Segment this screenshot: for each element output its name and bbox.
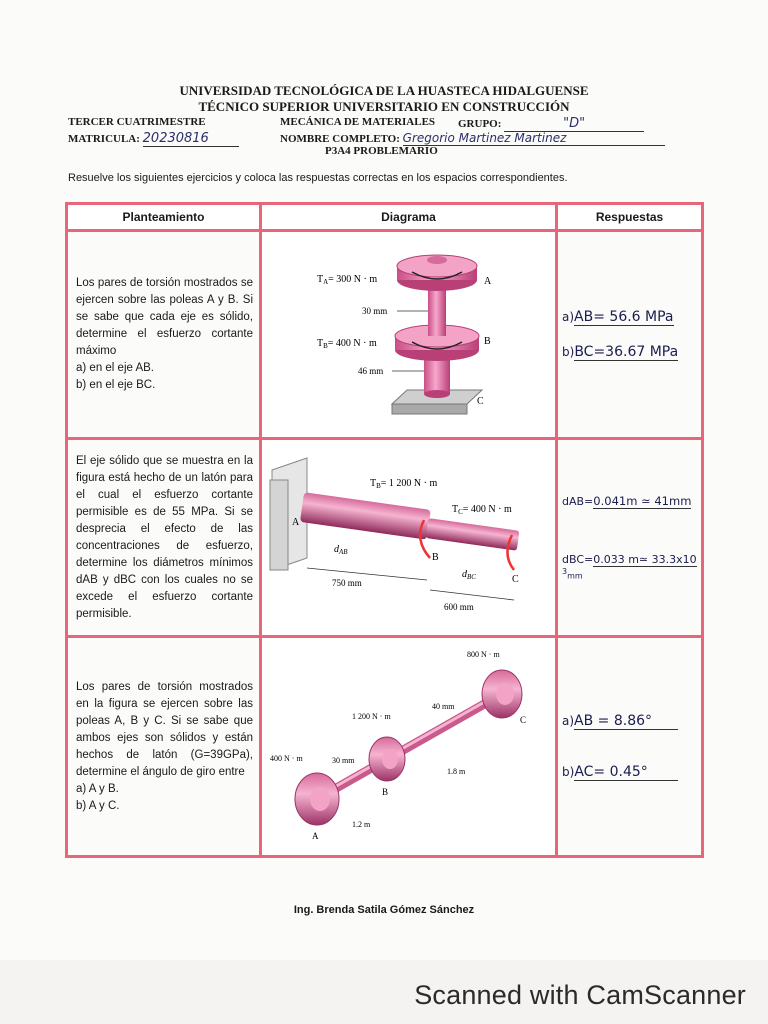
torque-800: 800 N · m	[467, 650, 500, 659]
stepped-shaft-diagram	[262, 440, 552, 630]
dim-750mm: 750 mm	[332, 578, 362, 588]
answer-3b-value: AC= 0.45°	[574, 764, 678, 781]
torque-400: 400 N · m	[270, 754, 303, 763]
shaft-bc-end	[424, 390, 450, 398]
problem-3-text: Los pares de torsión mostrados en la figura se ejercen sobre las poleas A, B y C. Si se sabe que ambos ejes son sólidos y están hechos de latón (G=39GPa), determine el ángulo de giro entre	[76, 680, 253, 778]
shaft-bc	[426, 518, 520, 551]
label-b: B	[382, 787, 389, 797]
teacher-name: Ing. Brenda Satila Gómez Sánchez	[293, 904, 475, 916]
dab-label: $d_{AB}$	[334, 544, 348, 556]
name-value: Gregorio Martinez Martinez	[403, 131, 665, 146]
pulley-a-hub	[310, 787, 330, 811]
problem-1-text: Los pares de torsión mostrados se ejercen sobre las poleas A y B. Si se sabe que cada eje es sólido, determine el esfuerzo cortante máximo	[76, 277, 253, 357]
shaft-a-top	[427, 256, 447, 264]
dim-40mm: 40 mm	[432, 702, 455, 711]
pulley-c-hub	[496, 683, 514, 705]
answer-3a	[562, 713, 701, 730]
pulley-shaft-diagram	[262, 232, 552, 432]
label-b: B	[484, 336, 491, 347]
answer-2b	[562, 553, 701, 582]
answer-1a-prefix: a)	[562, 309, 575, 324]
header-respuestas: Respuestas	[557, 204, 703, 231]
problem-1-part-a: a) en el eje AB.	[76, 362, 154, 374]
dbc-label: $d_{BC}$	[462, 569, 476, 581]
name-field	[280, 131, 665, 146]
group-value: "D"	[504, 116, 644, 132]
header-planteamiento: Planteamiento	[67, 204, 261, 231]
label-c: C	[477, 396, 484, 407]
problem-3-answers	[557, 637, 703, 857]
answer-2b-unit: mm	[567, 571, 583, 581]
answer-2b-prefix: dBC=	[562, 552, 594, 566]
label-a: A	[312, 831, 319, 841]
dim-line-600	[430, 590, 514, 600]
answer-2a-value: 0.041m ≃ 41mm	[593, 493, 692, 508]
label-c: C	[520, 715, 527, 725]
answer-2a-prefix: dAB=	[562, 494, 594, 508]
table-row	[67, 231, 703, 439]
university-title: UNIVERSIDAD TECNOLÓGICA DE LA HUASTECA HIDALGUENSE	[179, 83, 589, 98]
problem-2-statement	[67, 439, 261, 637]
shaft-highlight	[317, 692, 502, 797]
tb-label: $T_B= 400$ N · m	[317, 338, 377, 350]
problem-2-diagram	[261, 439, 557, 637]
problem-2-answers	[557, 439, 703, 637]
label-a: A	[484, 276, 492, 287]
activity-code: P3A4 PROBLEMARIO	[325, 145, 438, 157]
problem-3-diagram	[261, 637, 557, 857]
answer-3b	[562, 764, 701, 781]
table-row	[67, 439, 703, 637]
answer-3a-prefix: a)	[562, 713, 575, 728]
torque-1200: 1 200 N · m	[352, 712, 391, 721]
dim-line-750	[307, 568, 427, 580]
answer-1a-value: AB= 56.6 MPa	[574, 308, 674, 325]
table-row	[67, 637, 703, 857]
base-block-front	[392, 404, 467, 414]
answer-1b-prefix: b)	[562, 344, 575, 359]
problem-3-part-b: b) A y C.	[76, 799, 120, 812]
answer-2a	[562, 494, 701, 509]
problem-1-statement	[67, 231, 261, 439]
shaft-ab	[300, 492, 431, 540]
problems-table	[65, 202, 704, 858]
name-label: NOMBRE COMPLETO:	[280, 133, 400, 145]
answer-1a	[562, 309, 701, 326]
problem-1-diagram	[261, 231, 557, 439]
program-title: TÉCNICO SUPERIOR UNIVERSITARIO EN CONSTRUCCIÓN	[198, 99, 570, 114]
answer-1b	[562, 344, 701, 361]
tc-label: $T_C= 400$ N · m	[452, 504, 512, 516]
group-label: GRUPO:	[458, 118, 502, 130]
matricula-field	[68, 131, 239, 147]
dim-30mm: 30 mm	[362, 306, 388, 316]
problem-1-part-b: b) en el eje BC.	[76, 379, 156, 391]
tb-label: $T_B= 1$ 200 N · m	[370, 478, 438, 490]
problem-2-text: El eje sólido que se muestra en la figura está hecho de un latón para el cual el esfuerzo cortante permisible es de 55 MPa. Si se desprecia el efecto de las concentraciones de esfuerzo, determine los diámetros mínimos dAB y dBC con los cuales no se excede el esfuerzo cortante permisible.	[76, 454, 253, 620]
matricula-label: MATRICULA:	[68, 133, 140, 145]
answer-1b-value: BC=36.67 MPa	[574, 343, 679, 360]
table-header-row	[67, 204, 703, 231]
answer-2b-value: 0.033 m≃ 33.3x10	[593, 552, 697, 566]
answer-3b-prefix: b)	[562, 764, 575, 779]
problem-3-part-a: a) A y B.	[76, 782, 119, 795]
group-field	[458, 116, 644, 132]
quarter-label: TERCER CUATRIMESTRE	[68, 116, 206, 128]
dim-46mm: 46 mm	[358, 366, 384, 376]
problem-3-statement	[67, 637, 261, 857]
subject-label: MECÁNICA DE MATERIALES	[280, 116, 436, 128]
wall-face	[270, 480, 288, 570]
three-pulley-diagram	[262, 639, 552, 849]
label-c: C	[512, 574, 519, 585]
ta-label: $T_A= 300$ N · m	[317, 274, 378, 286]
pulley-b-hub	[382, 749, 398, 769]
problem-1-answers	[557, 231, 703, 439]
answer-3a-value: AB = 8.86°	[574, 713, 678, 730]
answer-2b-exponent: 3	[562, 566, 568, 576]
shaft	[317, 694, 502, 799]
matricula-value: 20230816	[143, 131, 239, 147]
label-a: A	[292, 517, 300, 528]
dim-1-8m: 1.8 m	[447, 767, 466, 776]
dim-30mm: 30 mm	[332, 756, 355, 765]
header-diagrama: Diagrama	[261, 204, 557, 231]
dim-1-2m: 1.2 m	[352, 820, 371, 829]
label-b: B	[432, 552, 439, 563]
instructions: Resuelve los siguientes ejercicios y coloca las respuestas correctas en los espacios correspondientes.	[68, 172, 568, 184]
camscanner-watermark: Scanned with CamScanner	[414, 980, 746, 1010]
dim-600mm: 600 mm	[444, 602, 474, 612]
